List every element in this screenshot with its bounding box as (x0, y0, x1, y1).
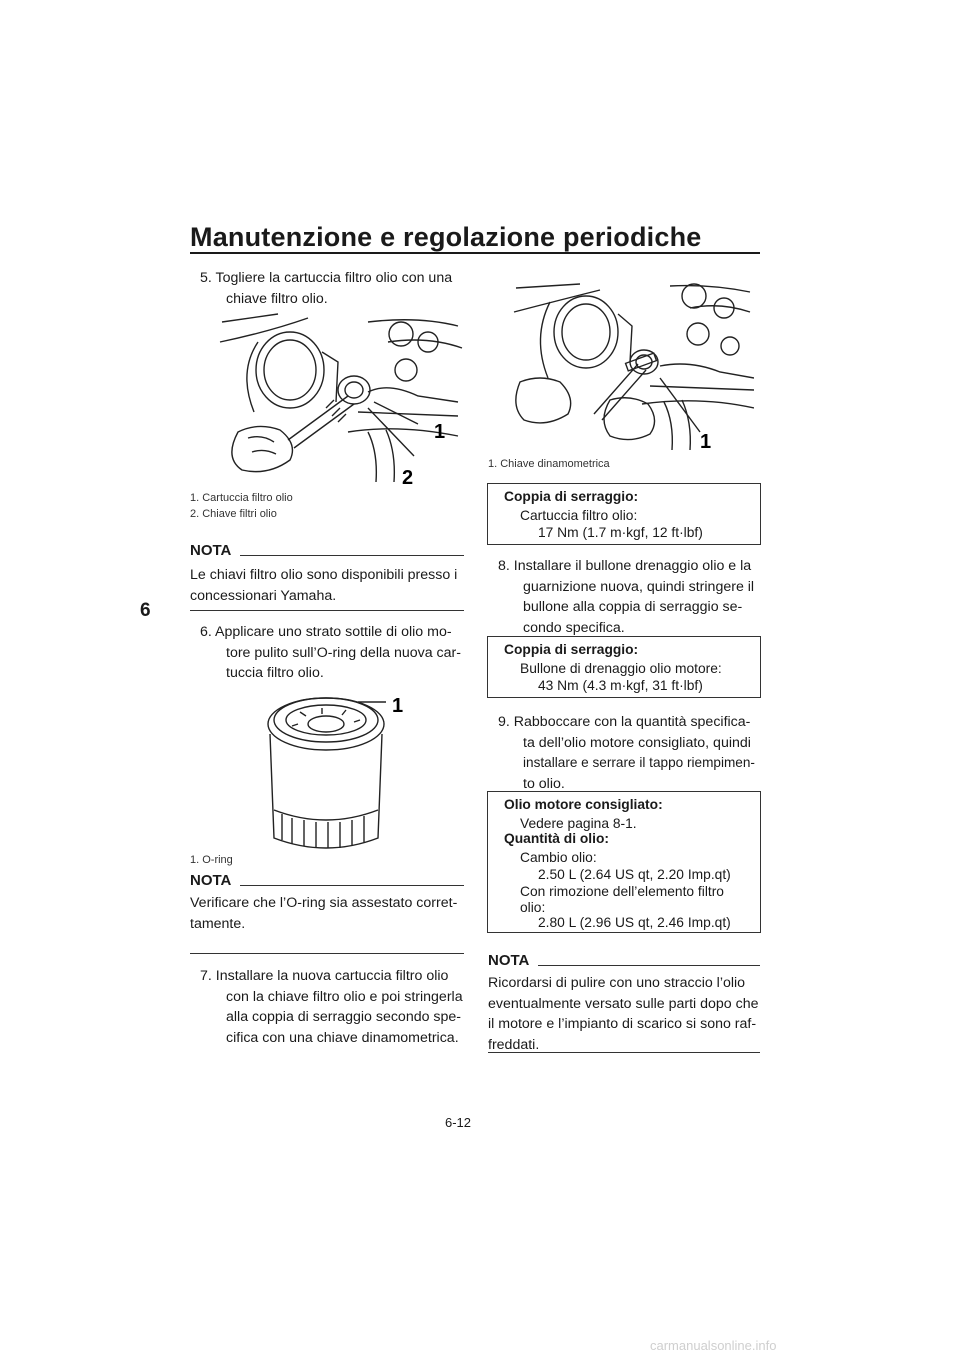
torque-spec-box-filter: Coppia di serraggio: Cartuccia filtro olio: 17 Nm (1.7 m·kgf, 12 ft·lbf) (487, 483, 761, 545)
step-7: 7. Installare la nuova cartuccia filtro olio con la chiave filtro olio e poi stringerla alla coppia di serraggio secondo spe- cifica con una chiave dinamometrica. (200, 968, 463, 1046)
figure-caption-2: 1. O-ring (190, 854, 233, 866)
callout-o-ring: 1 (392, 695, 404, 717)
step-9: 9. Rabboccare con la quantità specifica- ta dell’olio motore consigliato, quindi installare e serrare il tappo riempimen- to olio. (498, 714, 755, 792)
nota-end-rule-1 (190, 610, 464, 611)
footer-watermark: carmanualsonline.info (650, 1338, 777, 1353)
oil-filter-removal-illustration (218, 312, 464, 484)
step-6: 6. Applicare uno strato sottile di olio mo- tore pulito sull’O-ring della nuova car- tuccia filtro olio. (200, 624, 461, 681)
nota-text-1: Le chiavi filtro olio sono disponibili presso i concessionari Yamaha. (190, 567, 458, 604)
page-number: 6-12 (445, 1115, 472, 1130)
torque-wrench-illustration (510, 282, 754, 452)
oil-spec-box: Olio motore consigliato: Vedere pagina 8-1. Quantità di olio: Cambio olio: 2.50 L (2.64 US qt, 2.20 Imp.qt) Con rimozione dell’elemento filtro olio: 2.80 L (2.96 US qt, 2.46 Imp.qt) (487, 791, 761, 933)
figure-caption-3: 1. Chiave dinamometrica (488, 458, 610, 470)
nota-end-rule-2 (190, 953, 464, 954)
nota-end-rule-3 (488, 1052, 760, 1053)
nota-label-1: NOTA (190, 542, 232, 559)
oil-filter-o-ring-illustration (260, 690, 410, 850)
title-rule (190, 252, 760, 254)
nota-rule-3 (538, 965, 760, 966)
step-8: 8. Installare il bullone drenaggio olio e la guarnizione nuova, quindi stringere il bullone alla coppia di serraggio se- condo specifica. (498, 558, 755, 636)
figure-caption-1: 1. Cartuccia filtro olio 2. Chiave filtri olio (190, 492, 293, 520)
step-5: 5. Togliere la cartuccia filtro olio con una chiave filtro olio. (200, 270, 453, 307)
chapter-tab: 6 (140, 600, 151, 621)
page-title: Manutenzione e regolazione periodiche (190, 222, 702, 252)
nota-text-3: Ricordarsi di pulire con uno straccio l’olio eventualmente versato sulle parti dopo che il motore e l’impianto di scarico si sono raf- freddati. (488, 975, 759, 1053)
callout-1: 1 (434, 421, 446, 443)
nota-rule-1 (240, 555, 464, 556)
nota-text-2: Verificare che l’O-ring sia assestato corret- tamente. (190, 895, 458, 932)
nota-label-2: NOTA (190, 872, 232, 889)
callout-2: 2 (402, 467, 414, 484)
nota-label-3: NOTA (488, 952, 530, 969)
callout-torque-wrench: 1 (700, 431, 712, 452)
nota-rule-2 (240, 885, 464, 886)
torque-spec-box-drain-bolt: Coppia di serraggio: Bullone di drenaggio olio motore: 43 Nm (4.3 m·kgf, 31 ft·lbf) (487, 636, 761, 698)
